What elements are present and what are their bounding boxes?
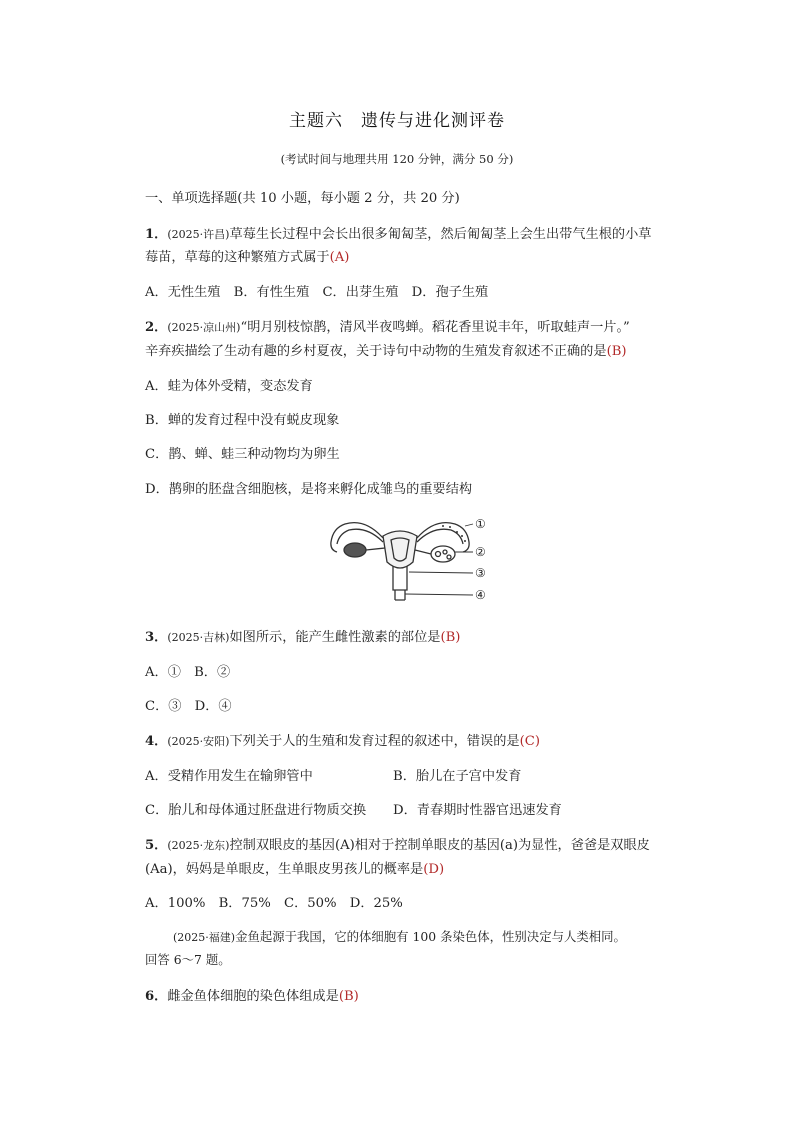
question-3-options-row-1: A．① B．② xyxy=(145,665,231,680)
figure-label-1: ① xyxy=(475,517,486,531)
reproductive-system-diagram xyxy=(325,512,495,604)
question-number: 5． xyxy=(145,838,168,853)
question-source: (2025·福建) xyxy=(173,931,236,944)
answer-mark: (B) xyxy=(440,630,461,645)
question-number: 1． xyxy=(145,227,168,242)
question-text: 辛弃疾描绘了生动有趣的乡村夏夜，关于诗句中动物的生殖发育叙述不正确的是 xyxy=(145,344,607,359)
question-text: 下列关于人的生殖和发育过程的叙述中，错误的是 xyxy=(229,734,520,749)
question-2-option-a: A．蛙为体外受精，变态发育 xyxy=(145,379,313,394)
question-5-line-2 xyxy=(145,858,444,877)
question-source: (2025·凉山州) xyxy=(167,321,241,334)
question-4-option-b: B．胎儿在子宫中发育 xyxy=(393,769,522,784)
question-number: 2． xyxy=(145,320,168,335)
question-text: (Aa)，妈妈是单眼皮，生单眼皮男孩儿的概率是 xyxy=(145,862,424,877)
question-4-option-c: C．胎儿和母体通过胚盘进行物质交换 xyxy=(145,803,367,818)
figure-label-3: ③ xyxy=(475,566,486,580)
question-6-line xyxy=(145,985,359,1004)
section-heading: 一、单项选择题(共 10 小题，每小题 2 分，共 20 分) xyxy=(145,191,460,206)
answer-mark: (D) xyxy=(423,862,445,877)
stem-text: 金鱼起源于我国，它的体细胞有 100 条染色体，性别决定与人类相同。 xyxy=(235,929,626,944)
answer-mark: (B) xyxy=(338,989,359,1004)
question-text: 莓苗，草莓的这种繁殖方式属于 xyxy=(145,250,330,265)
question-4-line xyxy=(145,730,540,749)
question-text: 雌金鱼体细胞的染色体组成是 xyxy=(167,989,339,1004)
exam-info: (考试时间与地理共用 120 分钟，满分 50 分) xyxy=(280,152,514,166)
question-source: (2025·吉林) xyxy=(167,631,230,644)
question-text: 如图所示，能产生雌性激素的部位是 xyxy=(229,630,441,645)
question-1-line-2 xyxy=(145,246,349,265)
question-number: 3． xyxy=(145,630,168,645)
question-1-options: A．无性生殖 B．有性生殖 C．出芽生殖 D．孢子生殖 xyxy=(145,285,489,300)
question-2-option-b: B．蝉的发育过程中没有蜕皮现象 xyxy=(145,413,340,428)
answer-mark: (A) xyxy=(329,250,350,265)
question-text: “明月别枝惊鹊，清风半夜鸣蝉。稻花香里说丰年，听取蛙声一片。” xyxy=(240,320,630,335)
question-1-line-1 xyxy=(145,223,651,242)
figure-label-4: ④ xyxy=(475,588,486,602)
page-title: 主题六 遗传与进化测评卷 xyxy=(289,111,505,131)
question-4-options-row-2 xyxy=(145,799,562,818)
question-source: (2025·龙东) xyxy=(167,839,230,852)
question-number: 4． xyxy=(145,734,168,749)
question-2-line-1 xyxy=(145,316,630,335)
question-4-option-d: D．青春期时性器官迅速发育 xyxy=(393,803,562,818)
answer-mark: (C) xyxy=(519,734,540,749)
figure-label-2: ② xyxy=(475,545,486,559)
question-source: (2025·安阳) xyxy=(167,735,230,748)
question-4-options-row-1 xyxy=(145,765,521,784)
answer-mark: (B) xyxy=(606,344,627,359)
question-source: (2025·许昌) xyxy=(167,228,230,241)
question-text: 控制双眼皮的基因(A)相对于控制单眼皮的基因(a)为显性，爸爸是双眼皮 xyxy=(229,838,650,853)
question-3-options-row-2: C．③ D．④ xyxy=(145,699,232,714)
stem-6-7-line-1 xyxy=(173,927,626,945)
question-number: 6． xyxy=(145,989,168,1004)
question-3-line xyxy=(145,626,460,645)
question-5-options: A．100% B．75% C．50% D．25% xyxy=(145,896,403,911)
question-2-line-2 xyxy=(145,340,627,359)
stem-6-7-line-2: 回答 6～7 题。 xyxy=(145,952,231,967)
question-4-option-a: A．受精作用发生在输卵管中 xyxy=(145,769,313,784)
question-2-option-c: C．鹊、蝉、蛙三种动物均为卵生 xyxy=(145,447,340,462)
question-text: 草莓生长过程中会长出很多匍匐茎，然后匍匐茎上会生出带气生根的小草 xyxy=(229,227,652,242)
question-2-option-d: D．鹊卵的胚盘含细胞核，是将来孵化成雏鸟的重要结构 xyxy=(145,482,473,497)
question-5-line-1 xyxy=(145,834,650,853)
